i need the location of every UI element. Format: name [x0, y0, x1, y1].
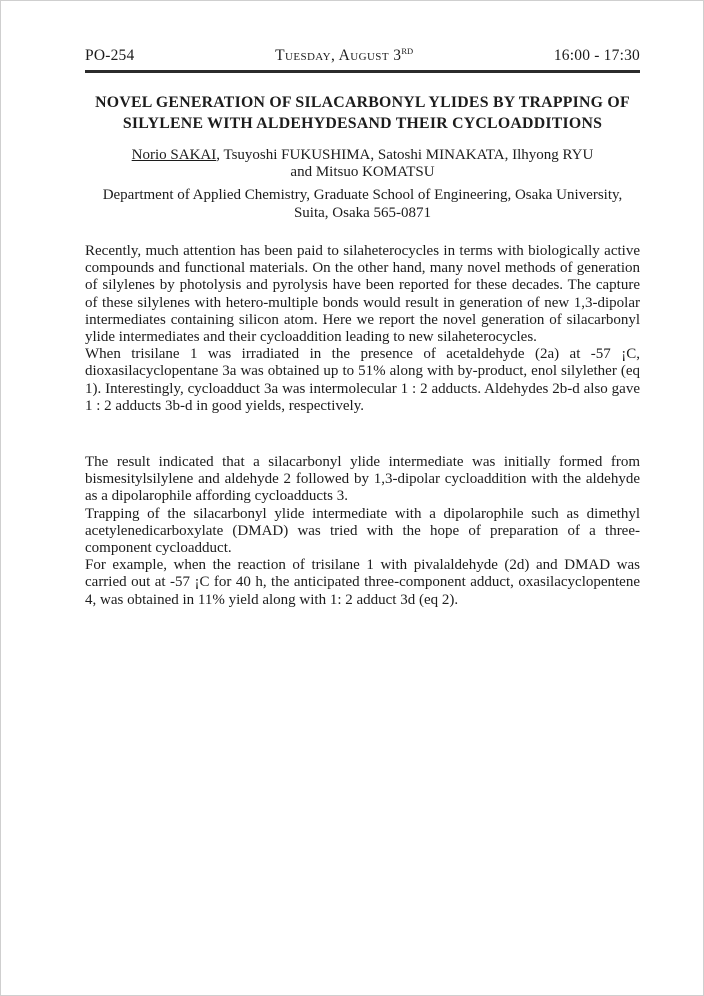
paper-title-line1: NOVEL GENERATION OF SILACARBONYL YLIDES BY TRAPPING OF: [95, 94, 630, 111]
paragraph-trisilane-irradiation: When trisilane 1 was irradiated in the presence of acetaldehyde (2a) at -57 ¡C, dioxasilacyclopentane 3a was obtained up to 51% along with by-product, enol silylether (eq 1). Interestingly, cycloadduct 3a was intermolecular 1 : 2 adducts. Aldehydes 2b-d also gave 1 : 2 adducts 3b-d in good yields, respectively.: [85, 346, 640, 414]
author-list: [85, 147, 640, 181]
coauthors-line1: , Tsuyoshi FUKUSHIMA, Satoshi MINAKATA, Ilhyong RYU: [216, 147, 594, 163]
session-day-ordinal: RD: [401, 45, 414, 56]
abstract-body: [85, 243, 640, 609]
paper-title: [85, 92, 640, 134]
paper-title-line2: SILYLENE WITH ALDEHYDESAND THEIR CYCLOADDITIONS: [122, 115, 603, 132]
author-list-line1: [85, 147, 640, 164]
paper-code: PO-254: [85, 47, 135, 64]
paragraph-dmad-trapping: Trapping of the silacarbonyl ylide intermediate with a dipolarophile such as dimethyl acetylenedicarboxylate (DMAD) was tried with the hope of preparation of a three-component cycloadduct.: [85, 505, 640, 557]
session-day-text: Tuesday, August 3: [275, 47, 402, 64]
affiliation-line1: Department of Applied Chemistry, Graduate School of Engineering, Osaka University,: [102, 187, 623, 203]
affiliation-line2: Suita, Osaka 565-0871: [293, 204, 432, 221]
page-content: [1, 1, 703, 609]
session-header: [85, 47, 640, 73]
paragraph-result-mechanism: The result indicated that a silacarbonyl ylide intermediate was initially formed from bismesitylsilylene and aldehyde 2 followed by 1,3-dipolar cycloaddition with the aldehyde as a dipolarophile affording cycloadducts 3.: [85, 454, 640, 505]
affiliation: [85, 187, 640, 222]
session-day: [275, 47, 413, 65]
equation-area-blank: [85, 415, 640, 454]
paragraph-three-component-example: For example, when the reaction of trisilane 1 with pivalaldehyde (2d) and DMAD was carried out at -57 ¡C for 40 h, the anticipated three-component adduct, oxasilacyclopentene 4, was obtained in 11% yield along with 1: 2 adduct 3d (eq 2).: [85, 557, 640, 608]
author-list-line2: and Mitsuo KOMATSU: [290, 164, 435, 180]
paragraph-introduction: Recently, much attention has been paid to silaheterocycles in terms with biologically active compounds and functional materials. On the other hand, many novel methods of generation of silylenes by photolysis and pyrolysis have been reported for these decades. The capture of these silylenes with hetero-multiple bonds would result in generation of new 1,3-dipolar intermediates containing silicon atom. Here we report the novel generation of silacarbonyl ylide intermediates and their cycloaddition leading to new silaheterocycles.: [85, 243, 640, 346]
session-time: 16:00 - 17:30: [553, 47, 640, 64]
presenting-author: Norio SAKAI: [131, 147, 217, 163]
